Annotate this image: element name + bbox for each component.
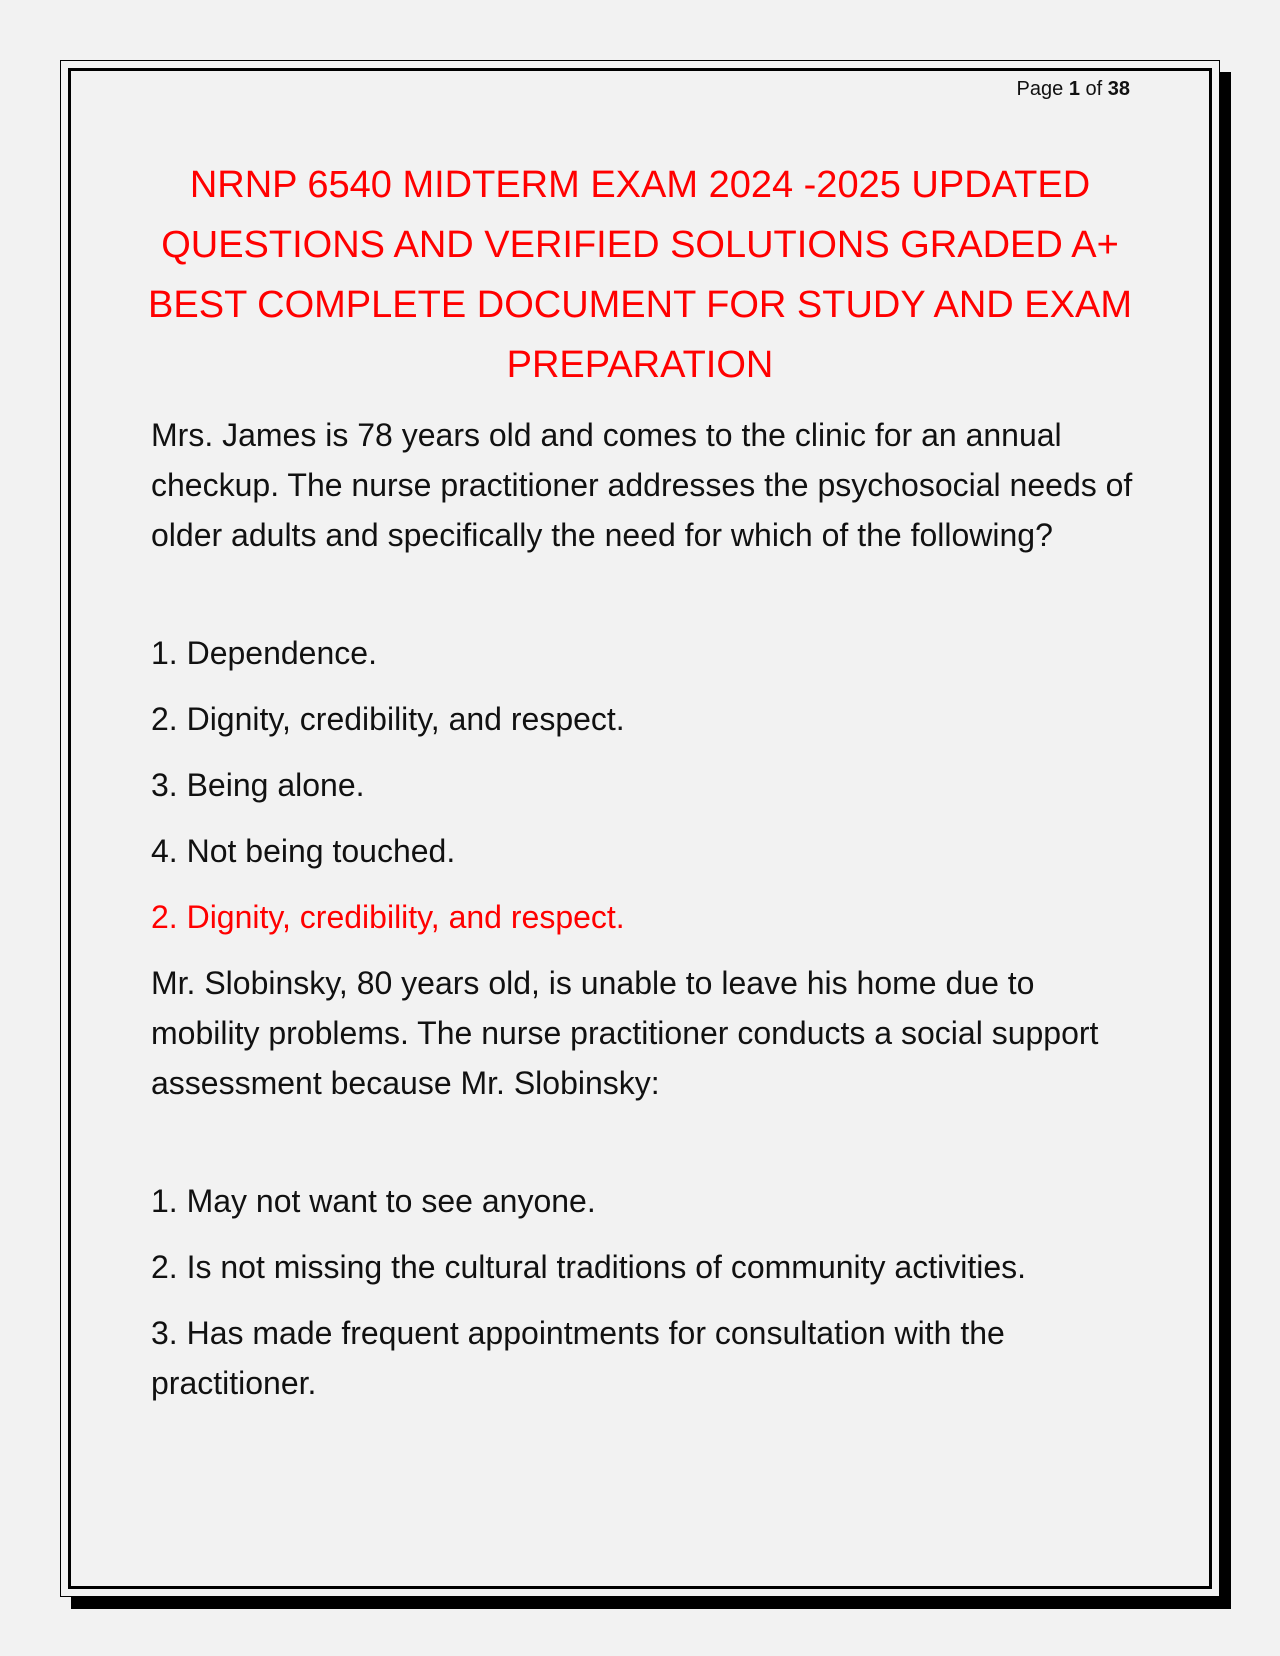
page-number-of: of	[1085, 78, 1103, 100]
question-1-option-1: 1. Dependence.	[151, 635, 377, 671]
question-1-option-4: 4. Not being touched.	[151, 833, 456, 869]
page-number-current: 1	[1068, 78, 1080, 100]
question-1-option-3: 3. Being alone.	[151, 767, 365, 803]
question-1-answer: 2. Dignity, credibility, and respect.	[151, 899, 625, 935]
spacer	[151, 560, 1141, 628]
page-number-prefix: Page	[1016, 78, 1064, 100]
document-body	[151, 410, 1141, 1424]
spacer	[151, 1108, 1141, 1176]
question-1-option-2: 2. Dignity, credibility, and respect.	[151, 701, 625, 737]
page-number-total: 38	[1107, 78, 1130, 100]
document-title: NRNP 6540 MIDTERM EXAM 2024 -2025 UPDATED QUESTIONS AND VERIFIED SOLUTIONS GRADED A+ BEST COMPLETE DOCUMENT FOR STUDY AND EXAM PREPARATION	[148, 164, 1132, 386]
page-number	[1017, 78, 1130, 101]
question-1-text: Mrs. James is 78 years old and comes to the clinic for an annual checkup. The nurse practitioner addresses the psychosocial needs of older adults and specifically the need for which of the following?	[151, 417, 1133, 553]
question-2-text: Mr. Slobinsky, 80 years old, is unable to leave his home due to mobility problems. The nurse practitioner conducts a social support assessment because Mr. Slobinsky:	[151, 965, 1099, 1101]
question-2-option-3: 3. Has made frequent appointments for consultation with the practitioner.	[151, 1315, 1005, 1401]
question-2-option-2: 2. Is not missing the cultural traditions of community activities.	[151, 1249, 1027, 1285]
question-2-option-1: 1. May not want to see anyone.	[151, 1183, 596, 1219]
